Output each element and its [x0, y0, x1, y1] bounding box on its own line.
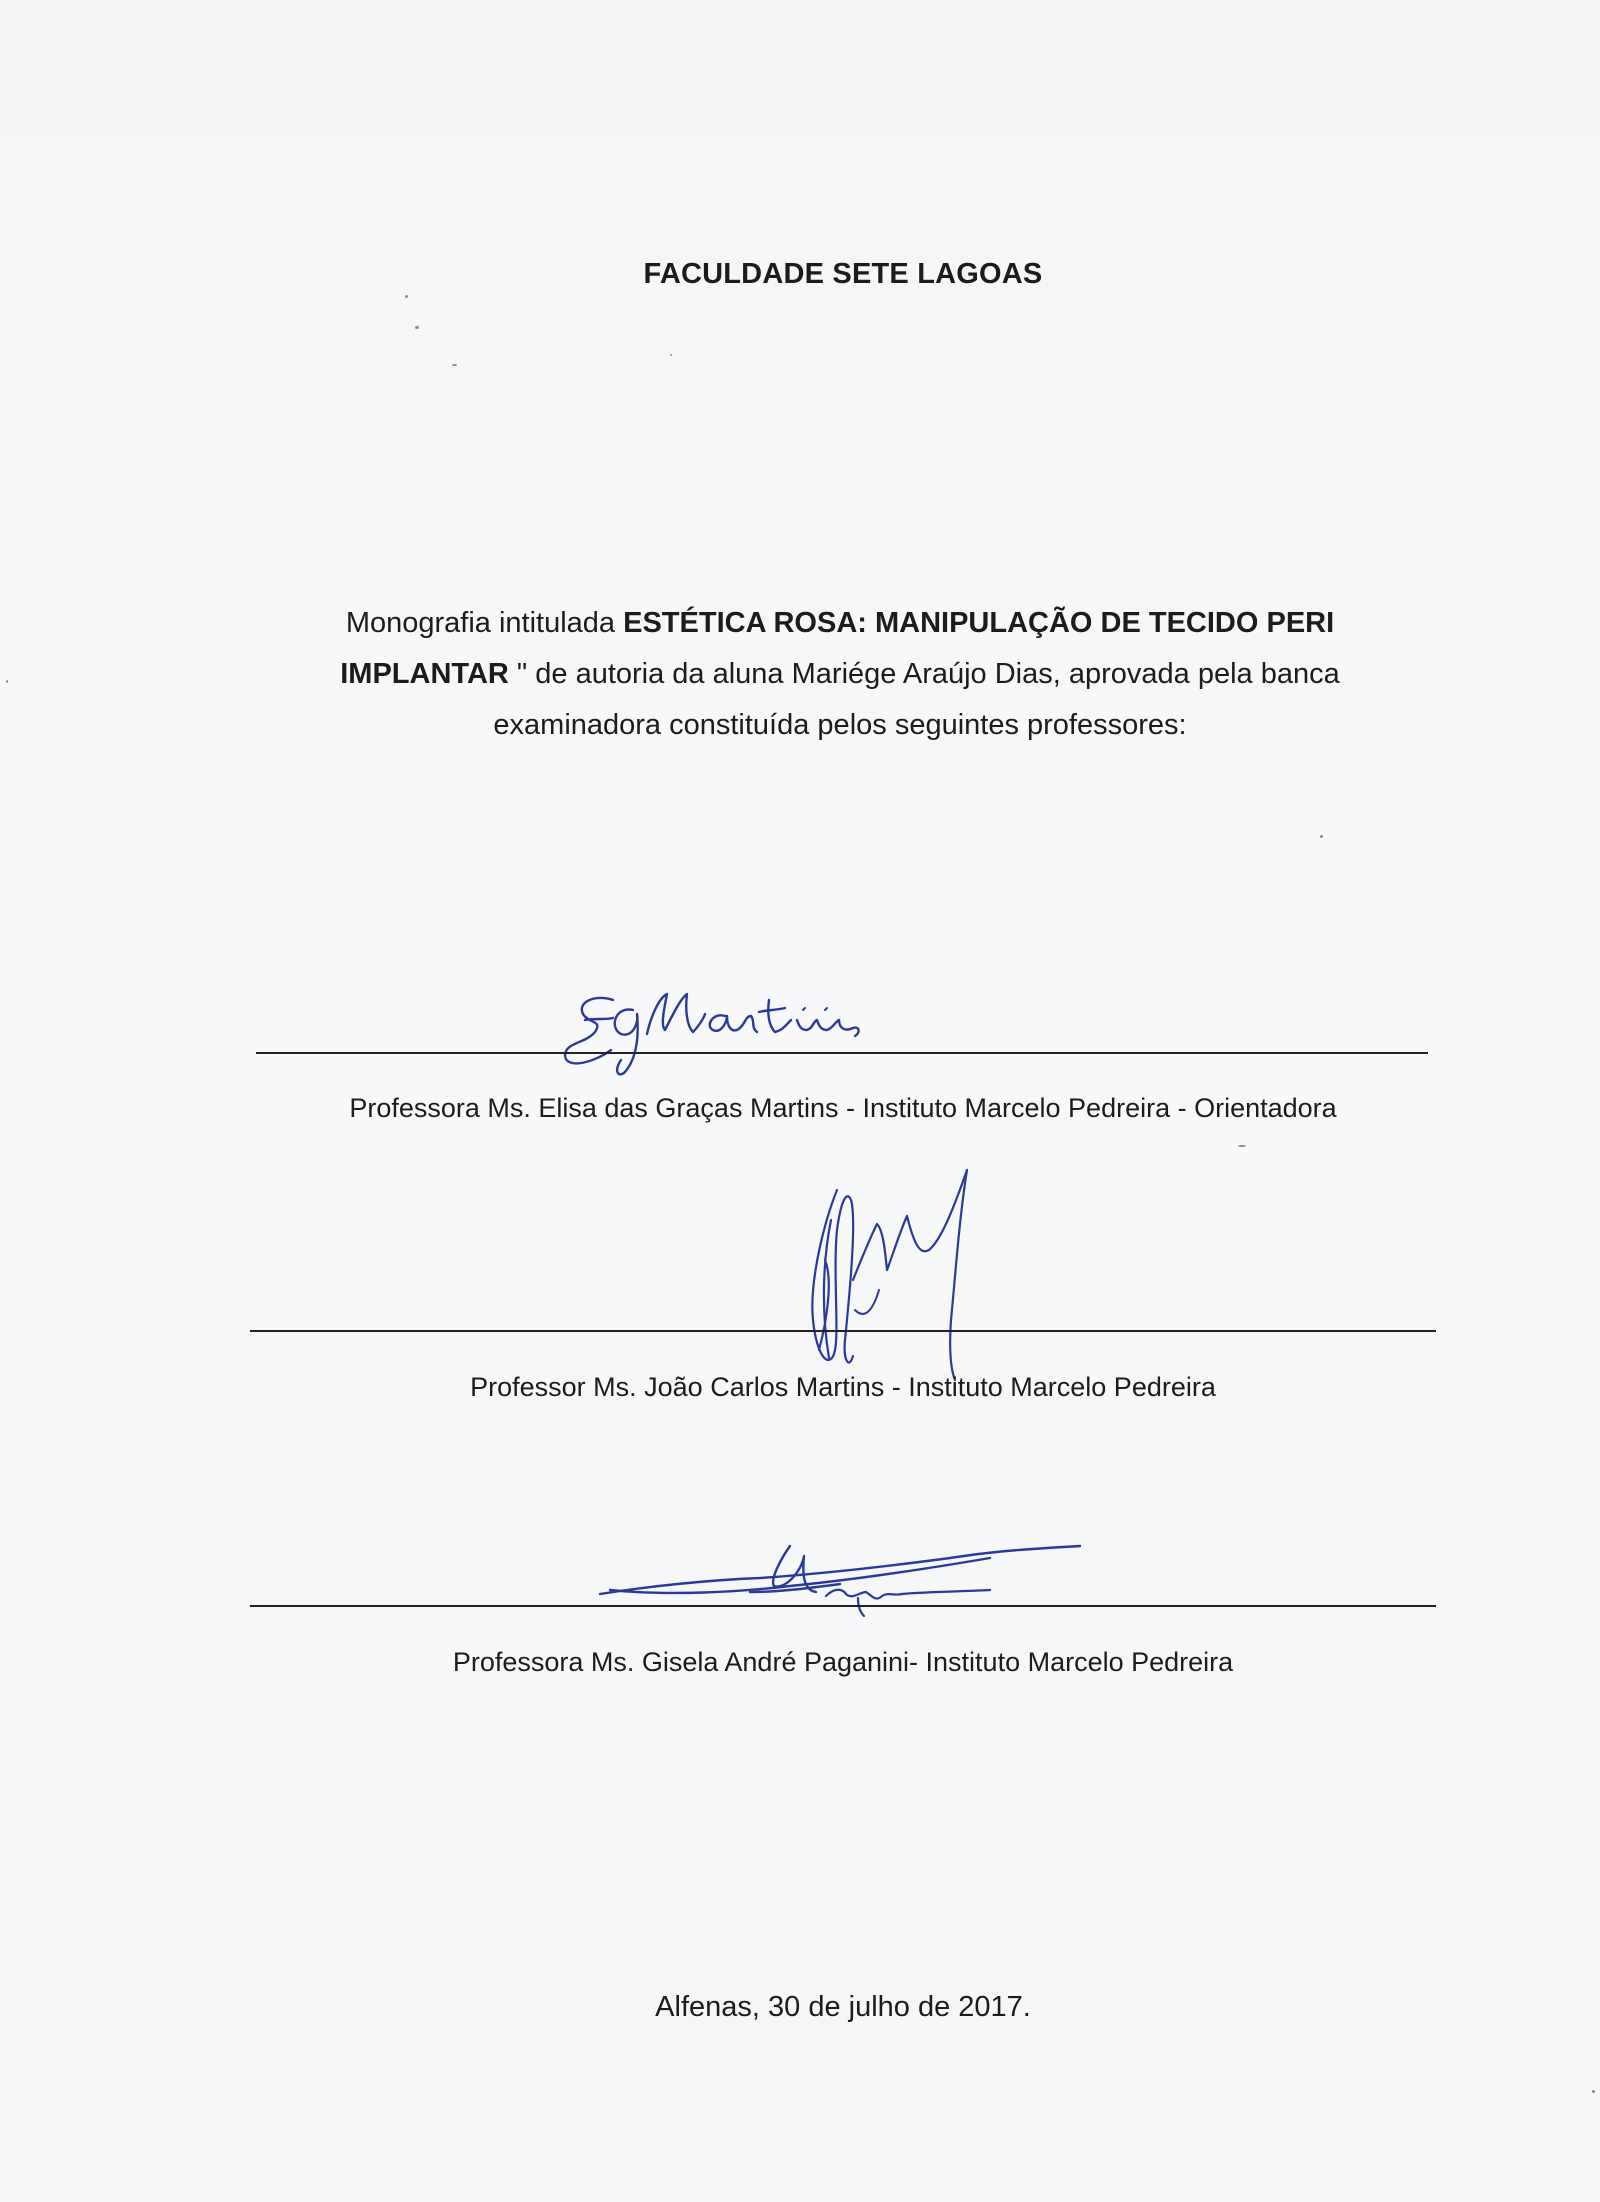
statement-rest: " de autoria da aluna Mariége Araújo Dias, aprovada pela banca examinadora constituída pelos seguintes professores: — [493, 658, 1340, 741]
signature-line-2 — [250, 1330, 1436, 1332]
approval-statement — [290, 598, 1390, 751]
statement-intro: Monografia intitulada — [345, 607, 624, 639]
place-and-date: Alfenas, 30 de julho de 2017. — [655, 1991, 1031, 2023]
scan-speck — [415, 326, 419, 329]
signatory-caption-2: Professor Ms. João Carlos Martins - Instituto Marcelo Pedreira — [470, 1372, 1216, 1402]
signatory-caption-3: Professora Ms. Gisela André Paganini- Instituto Marcelo Pedreira — [452, 1647, 1234, 1677]
signature-line-1 — [256, 1052, 1428, 1054]
institution-title: FACULDADE SETE LAGOAS — [643, 258, 1043, 290]
scan-speck — [670, 354, 672, 356]
scan-speck — [1320, 835, 1323, 838]
scan-speck — [405, 295, 408, 298]
signature-line-3 — [250, 1605, 1436, 1607]
scan-speck — [452, 364, 457, 366]
scan-speck — [1238, 1145, 1246, 1147]
monograph-title: ESTÉTICA ROSA: MANIPULAÇÃO DE TECIDO PERI IMPLANTAR — [340, 607, 1335, 690]
signature-elisa-martins — [555, 980, 885, 1080]
scan-speck — [6, 680, 8, 683]
signature-joao-martins — [795, 1160, 995, 1380]
scan-speck — [1592, 2090, 1595, 2093]
signatory-caption-1: Professora Ms. Elisa das Graças Martins - Instituto Marcelo Pedreira - Orientadora — [349, 1093, 1337, 1123]
